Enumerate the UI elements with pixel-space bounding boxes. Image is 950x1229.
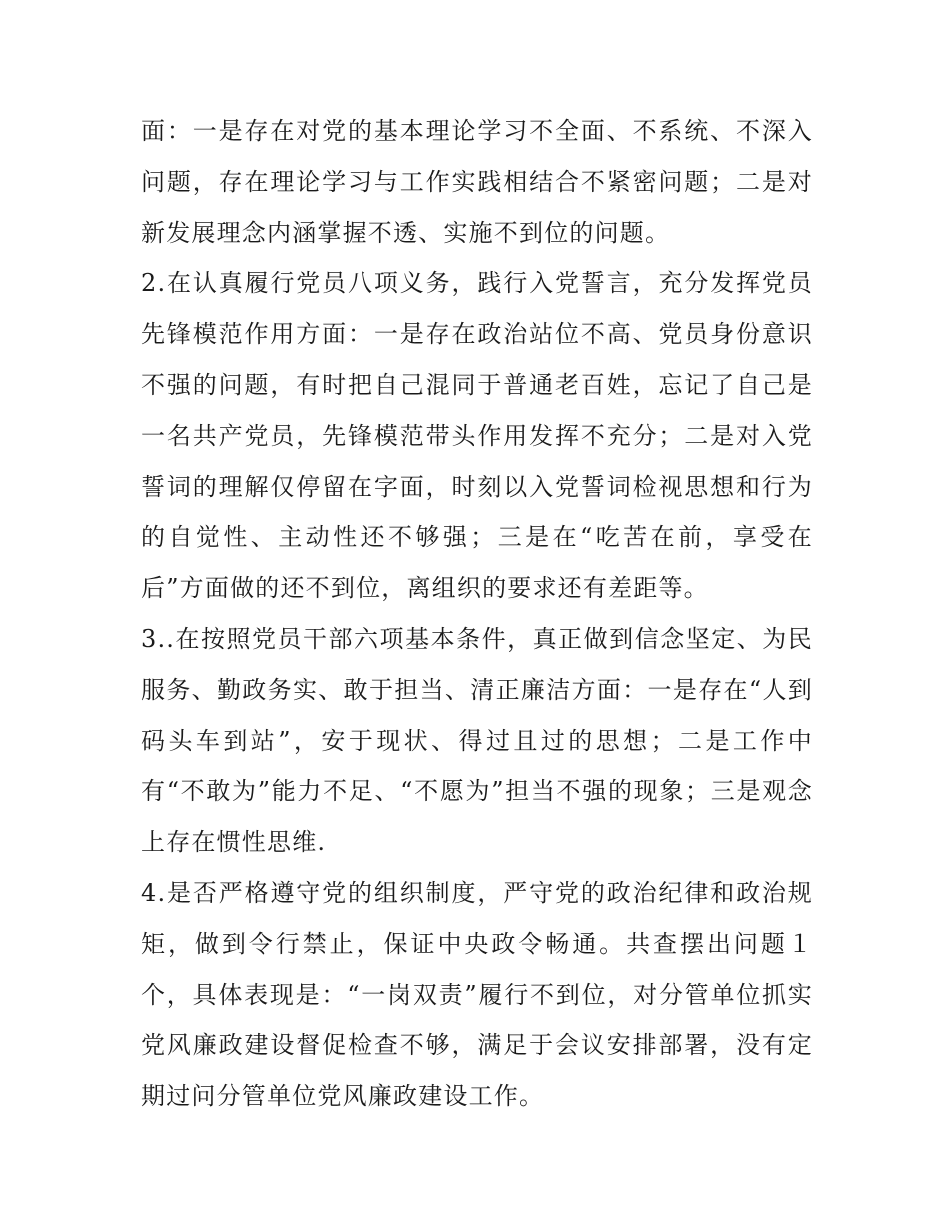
paragraph-continuation: 面：一是存在对党的基本理论学习不全面、不系统、不深入问题，存在理论学习与工作实践相结合不紧密问题；二是对新发展理念内涵掌握不透、实施不到位的问题。 (141, 117, 813, 247)
document-body (141, 106, 813, 1122)
paragraph-item-4: 4.是否严格遵守党的组织制度，严守党的政治纪律和政治规矩，做到令行禁止，保证中央政令畅通。共查摆出问题１个，具体表现是：“一岗双责”履行不到位，对分管单位抓实党风廉政建设督促检查不够，满足于会议安排部署，没有定期过问分管单位党风廉政建设工作。 (141, 878, 813, 1111)
paragraph-item-2: 2.在认真履行党员八项义务，践行入党誓言，充分发挥党员先锋模范作用方面：一是存在政治站位不高、党员身份意识不强的问题，有时把自己混同于普通老百姓，忘记了自己是一名共产党员，先锋模范带头作用发挥不充分；二是对入党誓词的理解仅停留在字面，时刻以入党誓词检视思想和行为的自觉性、主动性还不够强；三是在“吃苦在前，享受在后”方面做的还不到位，离组织的要求还有差距等。 (141, 269, 813, 603)
paragraph-item-3: 3..在按照党员干部六项基本条件，真正做到信念坚定、为民服务、勤政务实、敢于担当、清正廉洁方面：一是存在“人到码头车到站”，安于现状、得过且过的思想；二是工作中有“不敢为”能力不足、“不愿为”担当不强的现象；三是观念上存在惯性思维. (141, 624, 813, 857)
